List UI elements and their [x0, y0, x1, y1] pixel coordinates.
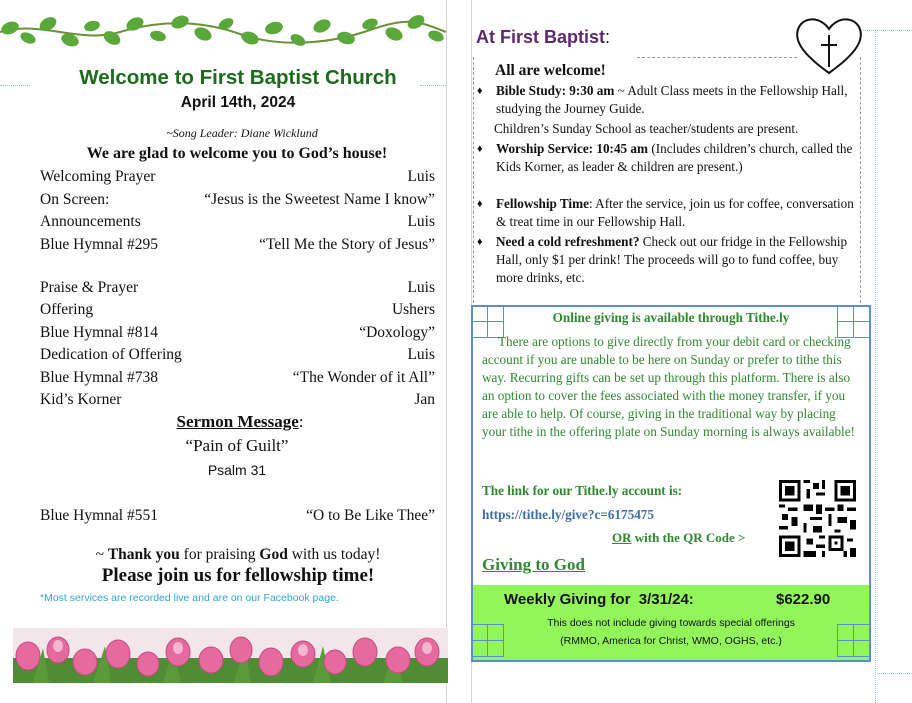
- service-item-leader: Luis: [407, 168, 435, 185]
- service-item-name: Blue Hymnal #295: [40, 236, 158, 253]
- service-item-name: Announcements: [40, 213, 141, 230]
- weekly-giving-label: Weekly Giving for 3/31/24:: [504, 591, 694, 608]
- thanks-mid: for praising: [179, 546, 260, 563]
- tithely-link[interactable]: https://tithe.ly/give?c=6175475: [482, 507, 654, 522]
- service-item: [40, 368, 435, 390]
- tulip-flowers-image: [13, 628, 448, 683]
- service-item: [40, 235, 435, 257]
- closing-hymn: [40, 506, 435, 528]
- service-item-name: Offering: [40, 301, 94, 318]
- service-item-title: “Jesus is the Sweetest Name I know”: [204, 191, 435, 208]
- service-item-name: Dedication of Offering: [40, 346, 182, 363]
- right-heading-colon: :: [605, 27, 611, 47]
- recorded-note: *Most services are recorded live and are on our Facebook page.: [40, 592, 339, 604]
- activity-title: Bible Study: 9:30 am: [496, 83, 615, 98]
- fellowship-invite: Please join us for fellowship time!: [101, 565, 375, 586]
- guide-line: [875, 30, 876, 703]
- thanks-prefix: ~: [95, 546, 108, 563]
- qr-label: with the QR Code >: [631, 530, 746, 545]
- sunday-school-note: Children’s Sunday School as teacher/students are present.: [494, 121, 799, 136]
- activity-text: [496, 82, 858, 118]
- activity-description: : After the service, join us for coffee, conversation & treat time in our Fellowship Hall.: [496, 196, 854, 229]
- special-offerings-note: This does not include giving towards special offerings: [547, 617, 795, 629]
- sermon-scripture: Psalm 31: [207, 462, 267, 478]
- thanks-bold-2: God: [259, 546, 288, 563]
- service-item-name: Praise & Prayer: [40, 279, 139, 296]
- activity-description: (Includes children’s church, called the Kids Korner, as leader & children are present.): [496, 141, 853, 174]
- service-item: [40, 212, 435, 234]
- service-item: [40, 190, 435, 212]
- service-item-name: Kid’s Korner: [40, 391, 122, 408]
- service-date: April 14th, 2024: [180, 94, 296, 111]
- service-item-title: “The Wonder of it All”: [292, 369, 435, 386]
- service-item-title: “Tell Me the Story of Jesus”: [259, 236, 435, 253]
- welcome-line: We are glad to welcome you to God’s house!: [86, 145, 388, 162]
- closing-hymn-number: Blue Hymnal #551: [40, 507, 158, 524]
- closing-hymn-title: “O to Be Like Thee”: [306, 507, 435, 524]
- qr-or: OR: [612, 530, 632, 545]
- activity-description: ~ Adult Class meets in the Fellowship Hall, studying the Journey Guide.: [496, 83, 848, 116]
- online-giving-paragraph: There are options to give directly from your debit card or checking account if you are unable to be here on Sunday or prefer to tithe this way. Recurring gifts can be set up through this platform. There is also an option to cover the fees associated with the money transfer, if you are able to help. Of course, giving in the traditional way by placing your tithe in the offering plate on Sunday morning is always available!: [482, 334, 855, 439]
- welcome-dashed-top: [637, 57, 797, 58]
- qr-code[interactable]: [779, 480, 856, 557]
- service-item-title: “Doxology”: [359, 324, 435, 341]
- service-item: [40, 278, 435, 300]
- service-item-leader: Luis: [407, 279, 435, 296]
- diamond-bullet-icon: ♦: [477, 85, 483, 97]
- guide-line: [877, 673, 912, 674]
- diamond-bullet-icon: ♦: [477, 198, 483, 210]
- service-item: [40, 167, 435, 189]
- right-heading: [476, 27, 610, 48]
- service-item-leader: Luis: [407, 346, 435, 363]
- service-item-leader: Jan: [414, 391, 435, 408]
- online-giving-heading: Online giving is available through Tithe.ly: [552, 310, 790, 325]
- right-heading-text: At First Baptist: [476, 27, 606, 47]
- service-item: [40, 390, 435, 412]
- thanks-line: [0, 546, 476, 564]
- service-item-leader: Luis: [407, 213, 435, 230]
- activity-title: Worship Service: 10:45 am: [496, 141, 649, 156]
- service-item-name: Blue Hymnal #814: [40, 324, 158, 341]
- sermon-heading: [0, 412, 480, 432]
- activity-description: Check out our fridge in the Fellowship Hall, only $1 per drink! The proceeds will go to fund coffee, buy more drinks, etc.: [496, 234, 848, 285]
- sermon-heading-colon: :: [298, 412, 304, 431]
- activity-title: Fellowship Time: [496, 196, 589, 211]
- thanks-bold-1: Thank you: [107, 546, 180, 563]
- activity-title: Need a cold refreshment?: [496, 234, 640, 249]
- all-welcome: All are welcome!: [495, 62, 606, 79]
- activity-text: [496, 140, 858, 176]
- service-item-name: Blue Hymnal #738: [40, 369, 158, 386]
- page-title: Welcome to First Baptist Church: [79, 66, 397, 89]
- thanks-end: with us today!: [287, 546, 381, 563]
- diamond-bullet-icon: ♦: [477, 236, 483, 248]
- service-item-name: On Screen:: [40, 191, 110, 208]
- activity-text: [496, 195, 858, 231]
- ivy-vine-border: [0, 10, 446, 50]
- service-item: [40, 345, 435, 367]
- sermon-heading-text: Sermon Message: [176, 412, 299, 431]
- giving-heading: Giving to God: [482, 555, 585, 574]
- weekly-giving-amount: $622.90: [776, 591, 831, 608]
- guide-line: [860, 30, 912, 31]
- service-item: [40, 323, 435, 345]
- qr-code-prompt: [612, 530, 745, 546]
- tithely-link-label: The link for our Tithe.ly account is:: [482, 483, 683, 498]
- diamond-bullet-icon: ♦: [477, 143, 483, 155]
- service-item-leader: Ushers: [391, 301, 435, 318]
- sermon-title: “Pain of Guilt”: [185, 436, 289, 455]
- activity-text: [496, 233, 858, 287]
- service-item: [40, 300, 435, 322]
- song-leader: ~Song Leader: Diane Wicklund: [166, 126, 318, 140]
- service-item-name: Welcoming Prayer: [40, 168, 156, 185]
- special-offerings-list: (RMMO, America for Christ, WMO, OGHS, etc.): [560, 635, 782, 647]
